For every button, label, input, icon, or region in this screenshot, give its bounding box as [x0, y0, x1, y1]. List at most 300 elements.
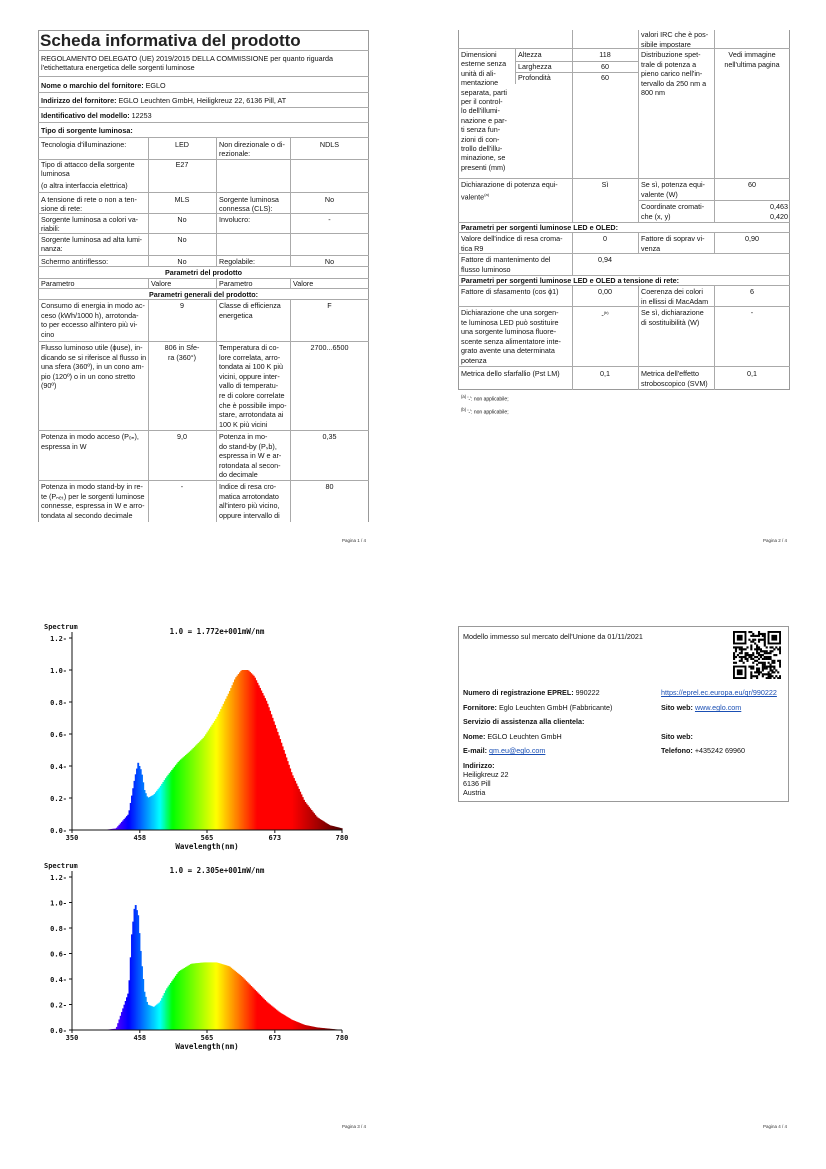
qr-module [733, 658, 735, 660]
flux-value-line: ra (360°) [167, 352, 197, 362]
qr-module [758, 669, 760, 671]
replace-label-line: Dichiarazione che una sorgen- [461, 308, 559, 317]
qr-module [771, 646, 773, 648]
x-tick-label: 673 [268, 834, 282, 842]
eprel-link[interactable]: https://eprel.ec.europa.eu/qr/990222 [661, 688, 777, 697]
footnote-mark: (b) [461, 406, 467, 412]
qr-module [756, 675, 758, 677]
cct-value: 2700...6500 [310, 343, 349, 352]
x-tick-label: 458 [133, 1034, 147, 1042]
flux-value-line: 806 in Sfe- [164, 343, 200, 352]
equiv-power-value: 60 [748, 180, 756, 189]
qr-module [758, 631, 760, 633]
dims-label-line: mentazione [461, 78, 499, 88]
market-line: Modello immesso sul mercato dell'Unione da 01/11/2021 [463, 632, 643, 641]
qr-module [773, 654, 775, 656]
qr-module [760, 671, 762, 673]
col-divider [638, 232, 639, 253]
qr-module [768, 673, 770, 675]
footnote-a: '-': non applicabile; [467, 396, 509, 403]
qr-module [743, 656, 745, 658]
chroma-x: 0,463 [770, 202, 788, 211]
qr-module [750, 677, 752, 679]
high-lum-label-2: nanza: [41, 244, 63, 253]
eprel-value: 990222 [575, 688, 600, 697]
qr-module [771, 666, 773, 668]
replace-label-line: grato avente una determinata [461, 346, 555, 356]
divider [458, 285, 790, 286]
dims-label-line: lo dell'illumi- [461, 106, 500, 116]
mains-label-1: A tensione di rete o non a ten- [41, 195, 137, 204]
qr-module [752, 652, 754, 654]
colour-tunable-value: No [177, 215, 187, 224]
spectrum-chart-2 [38, 859, 362, 1052]
qr-module [746, 658, 748, 660]
chroma-label [641, 202, 704, 221]
divider [38, 76, 369, 77]
qr-module [768, 671, 770, 673]
qr-module [771, 669, 773, 671]
col-divider [216, 278, 217, 288]
cri-cont-line: sibile impostare [641, 39, 691, 49]
y-tick-label: 0.0- [50, 827, 67, 835]
macadam-label-line: Coerenza dei colori [641, 287, 703, 296]
y-axis-label: Spectrum [44, 623, 78, 631]
mains-label-2: sione di rete: [41, 204, 83, 213]
cri-value: 80 [325, 482, 334, 491]
divider [38, 50, 369, 51]
replace-label-line: potenza [461, 355, 487, 365]
address-row [41, 96, 286, 106]
x-tick-label: 780 [335, 834, 349, 842]
divider [458, 253, 790, 254]
service-header: Servizio di assistenza alla clientela: [463, 717, 585, 726]
qr-module [745, 648, 747, 650]
qr-module [760, 633, 762, 635]
page-title: Scheda informativa del prodotto [40, 31, 301, 50]
qr-module [775, 646, 777, 648]
qr-module [779, 664, 781, 666]
antiglare-value: No [177, 257, 187, 266]
tech-value: LED [175, 140, 189, 149]
standby-label-line: do stand-by (Pₛb), [219, 441, 277, 451]
standby-label-line: espressa in W e ar- [219, 451, 282, 461]
x-axis-label: Wavelength(nm) [175, 842, 239, 851]
qr-module [758, 662, 760, 664]
qr-module [768, 666, 770, 668]
qr-module [764, 643, 766, 645]
equiv-label-line: valente [461, 191, 485, 201]
qr-module [764, 635, 766, 637]
supplier-row [463, 703, 612, 713]
dimmable-value: No [324, 257, 335, 266]
replace-label-line: te luminosa LED può sostituire [461, 317, 559, 327]
name-row [463, 732, 562, 742]
r9-value: 0 [603, 234, 607, 243]
displacement-label: Fattore di sfasamento (cos ϕ1) [461, 287, 559, 296]
qr-finder [771, 635, 777, 641]
qr-module [750, 658, 752, 660]
qr-module [758, 654, 760, 656]
qr-module [766, 673, 768, 675]
qr-finder [737, 669, 743, 675]
qr-module [760, 650, 762, 652]
class-label-line: Classe di efficienza [219, 301, 281, 310]
net-standby-label-line: Potenza in modo stand-by in re- [41, 482, 143, 491]
qr-module [758, 652, 760, 654]
divider [38, 430, 369, 431]
qr-module [766, 646, 768, 648]
depth-label: Profondità [518, 73, 551, 82]
x-tick-label: 780 [335, 1034, 349, 1042]
replace-value-text: - [601, 310, 604, 320]
qr-module [769, 652, 771, 654]
divider [38, 278, 369, 279]
x-tick-label: 565 [200, 834, 214, 842]
qr-module [758, 667, 760, 669]
on-power-label-line: Potenza in modo acceso (Pₒₙ), [41, 432, 139, 441]
col-divider [572, 30, 573, 48]
qr-module [752, 666, 754, 668]
x-tick-label: 350 [65, 834, 79, 842]
spd-label [641, 50, 706, 98]
qr-module [766, 658, 768, 660]
regulation-line-2: l'etichettatura energetica delle sorgenti luminose [41, 63, 195, 72]
qr-module [748, 639, 750, 641]
spd-label-line: trale di potenza a [641, 59, 697, 69]
divider [458, 178, 790, 179]
email-link[interactable]: qm.eu@eglo.com [488, 746, 546, 755]
energy-label [41, 301, 145, 339]
width-label: Larghezza [518, 62, 552, 71]
qr-module [769, 669, 771, 671]
qr-module [746, 652, 748, 654]
net-standby-value: - [180, 482, 184, 491]
brand-row [41, 81, 166, 91]
qr-module [769, 673, 771, 675]
footnote-mark: (b) [603, 310, 609, 315]
qr-module [773, 662, 775, 664]
qr-module [739, 646, 741, 648]
standby-label-line: Potenza in mo- [219, 432, 268, 441]
qr-module [773, 671, 775, 673]
replace-label-line: scente senza alimentatore inte- [461, 336, 561, 346]
qr-module [760, 639, 762, 641]
y-tick-label: 0.6- [50, 731, 67, 739]
qr-module [762, 667, 764, 669]
maintenance-label [461, 255, 551, 274]
address-line: Heiligkreuz 22 [463, 770, 509, 779]
r9-label [461, 234, 563, 253]
qr-module [750, 631, 752, 633]
qr-module [760, 656, 762, 658]
col-divider [216, 137, 217, 266]
cap-value: E27 [175, 160, 189, 169]
qr-module [733, 646, 735, 648]
website-row [661, 703, 741, 713]
divider [38, 233, 369, 234]
cls-label-1: Sorgente luminosa [219, 195, 279, 204]
divider [458, 306, 790, 307]
dims-label [461, 50, 513, 172]
flux-value [148, 343, 216, 362]
nondir-label-2: rezionale: [219, 149, 251, 158]
qr-module [769, 658, 771, 660]
divider [38, 341, 369, 342]
qr-module [750, 646, 752, 648]
cct-label-line: Temperatura di co- [219, 343, 279, 352]
flicker-label: Metrica dello sfarfallio (Pst LM) [461, 369, 560, 378]
qr-module [741, 650, 743, 652]
qr-module [768, 656, 770, 658]
website-link[interactable]: www.eglo.com [694, 703, 742, 712]
qr-module [769, 650, 771, 652]
qr-module [779, 677, 781, 679]
spectrum-svg-1 [38, 620, 362, 852]
qr-module [779, 662, 781, 664]
qr-module [758, 673, 760, 675]
chroma-value [714, 202, 788, 221]
qr-code-icon[interactable] [733, 631, 781, 679]
qr-module [766, 650, 768, 652]
y-axis-label: Spectrum [44, 862, 78, 870]
qr-module [752, 667, 754, 669]
qr-module [756, 650, 758, 652]
cct-label [219, 343, 287, 429]
flux-label-line: dicando se si riferisce al flusso in [41, 352, 147, 362]
qr-module [773, 648, 775, 650]
address-line: 6136 Pill [463, 779, 491, 788]
qr-module [758, 641, 760, 643]
equiv-value: Sì [601, 180, 609, 189]
divider [38, 92, 369, 93]
divider [38, 266, 369, 267]
qr-module [758, 639, 760, 641]
survival-label [641, 234, 705, 253]
class-value: F [327, 301, 332, 310]
spectrum-chart-1 [38, 620, 362, 852]
qr-module [762, 673, 764, 675]
qr-module [756, 667, 758, 669]
page-number: Pagina 4 / 4 [763, 1124, 788, 1129]
qr-module [750, 673, 752, 675]
qr-module [764, 652, 766, 654]
qr-module [756, 671, 758, 673]
x-axis-label: Wavelength(nm) [175, 1042, 239, 1051]
qr-module [756, 648, 758, 650]
qr-module [762, 633, 764, 635]
address-label: Indirizzo: [463, 761, 495, 770]
qr-module [750, 667, 752, 669]
qr-module [771, 662, 773, 664]
divider [38, 299, 369, 300]
qr-module [762, 658, 764, 660]
maintenance-value: 0,94 [598, 255, 612, 264]
qr-module [750, 671, 752, 673]
strobo-label-line: Metrica dell'effetto [641, 369, 699, 378]
qr-module [762, 666, 764, 668]
qr-module [750, 635, 752, 637]
source-type-header: Tipo di sorgente luminosa: [41, 126, 133, 135]
qr-module [752, 635, 754, 637]
led-header: Parametri per sorgenti luminose LED e OLED: [461, 223, 618, 232]
cct-label-line: re di colore correlate [219, 390, 285, 400]
qr-module [771, 650, 773, 652]
y-tick-label: 0.2- [50, 1001, 67, 1010]
standby-label-line: rotondata al secon- [219, 460, 281, 470]
flux-label-line: pio (120º) o in un cono stretto [41, 371, 136, 381]
qr-module [735, 662, 737, 664]
depth-value: 60 [601, 73, 609, 82]
qr-module [758, 633, 760, 635]
displacement-value: 0,00 [598, 287, 612, 296]
flicker-value: 0,1 [600, 369, 610, 378]
qr-module [768, 675, 770, 677]
divider [638, 200, 790, 201]
supplier-value: Eglo Leuchten GmbH (Fabbricante) [498, 703, 613, 712]
qr-module [756, 652, 758, 654]
brand-value: EGLO [145, 81, 166, 90]
qr-module [741, 652, 743, 654]
envelope-label: Involucro: [219, 215, 251, 224]
qr-module [758, 635, 760, 637]
antiglare-label: Schermo antiriflesso: [41, 257, 109, 266]
cap-label-1: Tipo di attacco della sorgente [41, 160, 135, 169]
chart-title: 1.0 = 1.772e+001mW/nm [169, 627, 265, 636]
qr-module [764, 658, 766, 660]
qr-module [777, 671, 779, 673]
col-param-2: Parametro [219, 279, 253, 288]
supplier-label: Fornitore: [463, 703, 497, 712]
qr-module [733, 652, 735, 654]
divider [458, 48, 790, 49]
y-tick-label: 0.6- [50, 950, 67, 959]
spd-value [714, 50, 790, 69]
strobo-label-line: stroboscopico (SVM) [641, 378, 708, 388]
qr-module [754, 660, 756, 662]
dims-label-line: minazione, se [461, 153, 506, 163]
equiv-label [461, 180, 558, 202]
survival-label-line: venza [641, 243, 661, 253]
nondir-value: NDLS [319, 140, 340, 149]
width-value: 60 [601, 62, 609, 71]
qr-module [756, 644, 758, 646]
cri-label [219, 482, 280, 520]
strobo-label [641, 369, 708, 388]
qr-module [764, 673, 766, 675]
address-block [463, 761, 509, 797]
qr-module [754, 648, 756, 650]
model-value: 12253 [131, 111, 152, 120]
col-param: Parametro [41, 279, 75, 288]
qr-module [758, 671, 760, 673]
qr-module [775, 654, 777, 656]
height-value: 118 [599, 50, 611, 59]
phone-value: +435242 69960 [694, 746, 745, 755]
energy-label-line: Consumo di energia in modo ac- [41, 301, 145, 310]
standby-label-line: do decimale [219, 470, 258, 480]
qr-module [741, 656, 743, 658]
y-tick-label: 0.8- [50, 925, 67, 933]
qr-module [733, 654, 735, 656]
qr-module [779, 652, 781, 654]
replace-yes-label-line: di sostituibilità (W) [641, 317, 700, 327]
qr-module [760, 654, 762, 656]
maintenance-label-line: flusso luminoso [461, 264, 511, 274]
divider [38, 122, 369, 123]
qr-module [766, 667, 768, 669]
qr-module [754, 675, 756, 677]
spectrum-fill [106, 905, 340, 1030]
eprel-label: Numero di registrazione EPREL: [463, 688, 574, 697]
qr-module [779, 648, 781, 650]
class-label-line: energetica [219, 310, 253, 320]
col-value: Valore [151, 279, 172, 288]
col-divider [515, 48, 516, 84]
energy-label-line: ceso (kWh/1000 h), arrotonda- [41, 310, 139, 320]
cri-label-line: oppure intervallo di [219, 510, 280, 520]
cct-label-line: vicini, oppure inter- [219, 371, 280, 381]
cri-cont-line: valori IRC che è pos- [641, 30, 709, 39]
model-row [41, 111, 152, 121]
qr-module [754, 671, 756, 673]
maintenance-label-line: Fattore di mantenimento del [461, 255, 551, 264]
qr-module [743, 662, 745, 664]
qr-module [754, 643, 756, 645]
qr-module [739, 656, 741, 658]
qr-module [766, 652, 768, 654]
col-divider [216, 299, 217, 522]
divider [38, 213, 369, 214]
qr-module [762, 635, 764, 637]
mains-value: MLS [174, 195, 190, 204]
qr-module [771, 675, 773, 677]
qr-module [752, 662, 754, 664]
qr-module [748, 654, 750, 656]
net-standby-label-line: connesse, espressa in W e arro- [41, 501, 145, 511]
dims-label-line: presenti (mm) [461, 162, 506, 172]
qr-module [764, 633, 766, 635]
qr-module [748, 656, 750, 658]
qr-module [760, 648, 762, 650]
on-power-label-line: espressa in W [41, 441, 87, 451]
qr-module [762, 662, 764, 664]
qr-module [745, 656, 747, 658]
cct-label-line: tondata ai 100 K più [219, 362, 283, 372]
divider [38, 192, 369, 193]
qr-module [750, 648, 752, 650]
spd-label-line: Distribuzione spet- [641, 50, 701, 59]
qr-finder [737, 635, 743, 641]
qr-module [756, 669, 758, 671]
dims-label-line: ti senza fun- [461, 125, 501, 135]
replace-yes-value: - [750, 308, 754, 317]
qr-module [762, 669, 764, 671]
qr-module [775, 675, 777, 677]
y-tick-label: 0.4- [50, 976, 67, 984]
cct-label-line: stare, arrotondata ai [219, 410, 284, 420]
spd-label-line: tervallo da 250 nm a [641, 78, 707, 88]
replace-yes-label-line: Se sì, dichiarazione [641, 308, 704, 317]
macadam-label [641, 287, 708, 306]
qr-module [756, 660, 758, 662]
name-label: Nome: [463, 732, 486, 741]
qr-module [762, 639, 764, 641]
qr-module [769, 675, 771, 677]
qr-module [733, 662, 735, 664]
chart-title: 1.0 = 2.305e+001mW/nm [169, 866, 265, 875]
energy-label-line: to per eccesso all'intero più vi- [41, 320, 138, 330]
